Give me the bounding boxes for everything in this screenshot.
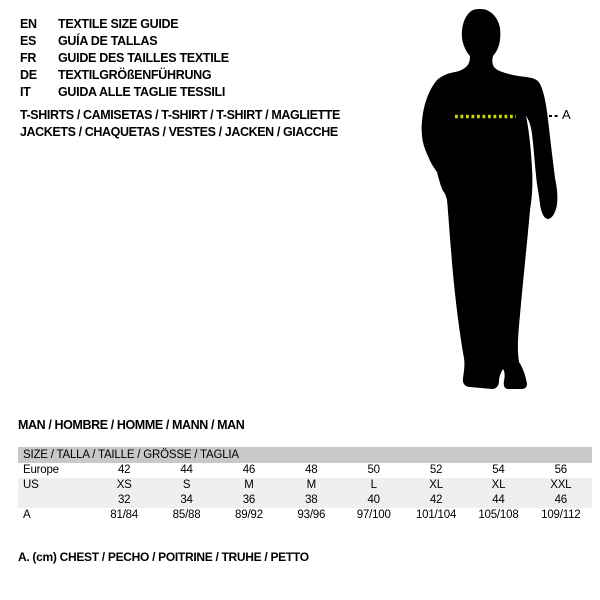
guide-title: TEXTILGRÖßENFÜHRUNG bbox=[58, 68, 212, 82]
size-cell: 101/104 bbox=[415, 509, 457, 521]
size-cell: 85/88 bbox=[172, 509, 201, 521]
category-tshirts: T-SHIRTS / CAMISETAS / T-SHIRT / T-SHIRT / MAGLIETTE bbox=[20, 108, 340, 122]
size-cell: 54 bbox=[492, 464, 505, 476]
man-silhouette bbox=[422, 9, 558, 389]
size-table bbox=[18, 447, 592, 523]
size-cell: 40 bbox=[367, 494, 380, 506]
size-cell: 32 bbox=[117, 494, 131, 506]
size-cell: 38 bbox=[305, 494, 318, 506]
table-row-numeric bbox=[18, 493, 592, 508]
size-cell: 52 bbox=[429, 464, 443, 476]
size-cell: 44 bbox=[180, 464, 193, 476]
language-code: FR bbox=[20, 51, 37, 65]
size-cell: 89/92 bbox=[235, 509, 263, 521]
size-table-header: SIZE / TALLA / TAILLE / GRÖSSE / TAGLIA bbox=[18, 447, 592, 463]
size-cell: XXL bbox=[550, 479, 572, 491]
table-row-chest-a bbox=[18, 508, 592, 523]
guide-title: GUIDE DES TAILLES TEXTILE bbox=[58, 51, 229, 65]
guide-title: TEXTILE SIZE GUIDE bbox=[58, 17, 179, 31]
size-cell: 46 bbox=[554, 494, 568, 506]
category-jackets: JACKETS / CHAQUETAS / VESTES / JACKEN / GIACCHE bbox=[20, 125, 338, 139]
row-label bbox=[18, 493, 93, 508]
size-cell: 36 bbox=[242, 494, 256, 506]
row-label: Europe bbox=[23, 464, 59, 476]
language-code: DE bbox=[20, 68, 37, 82]
size-cell: 42 bbox=[117, 464, 131, 476]
size-cell: XS bbox=[116, 479, 132, 491]
size-cell: 97/100 bbox=[356, 509, 391, 521]
language-code: ES bbox=[20, 34, 37, 48]
measurement-footnote: A. (cm) CHEST / PECHO / POITRINE / TRUHE / PETTO bbox=[18, 550, 309, 564]
size-cell: 105/108 bbox=[478, 509, 519, 521]
measure-label-a: A bbox=[562, 107, 571, 122]
row-label: A bbox=[23, 509, 31, 521]
size-cell: 44 bbox=[492, 494, 505, 506]
size-cell: M bbox=[306, 479, 316, 491]
table-row-us bbox=[18, 478, 592, 493]
language-code: EN bbox=[20, 17, 37, 31]
size-cell: 34 bbox=[180, 494, 193, 506]
size-cell: 46 bbox=[242, 464, 256, 476]
row-label: US bbox=[23, 479, 39, 491]
size-cell: L bbox=[370, 479, 377, 491]
guide-title: GUIDA ALLE TAGLIE TESSILI bbox=[58, 85, 226, 99]
size-cell: 109/112 bbox=[541, 509, 581, 521]
guide-title: GUÍA DE TALLAS bbox=[58, 34, 158, 48]
size-cell: M bbox=[244, 479, 254, 491]
size-cell: 93/96 bbox=[297, 509, 326, 521]
language-code: IT bbox=[20, 85, 31, 99]
table-row-europe bbox=[18, 463, 592, 478]
size-cell: XL bbox=[491, 479, 506, 491]
size-cell: 48 bbox=[305, 464, 318, 476]
size-cell: XL bbox=[429, 479, 443, 491]
size-cell: 42 bbox=[429, 494, 443, 506]
size-cell: 56 bbox=[554, 464, 568, 476]
size-cell: 50 bbox=[367, 464, 380, 476]
section-title-man: MAN / HOMBRE / HOMME / MANN / MAN bbox=[18, 418, 245, 432]
size-cell: 81/84 bbox=[110, 509, 139, 521]
size-cell: S bbox=[182, 479, 191, 491]
